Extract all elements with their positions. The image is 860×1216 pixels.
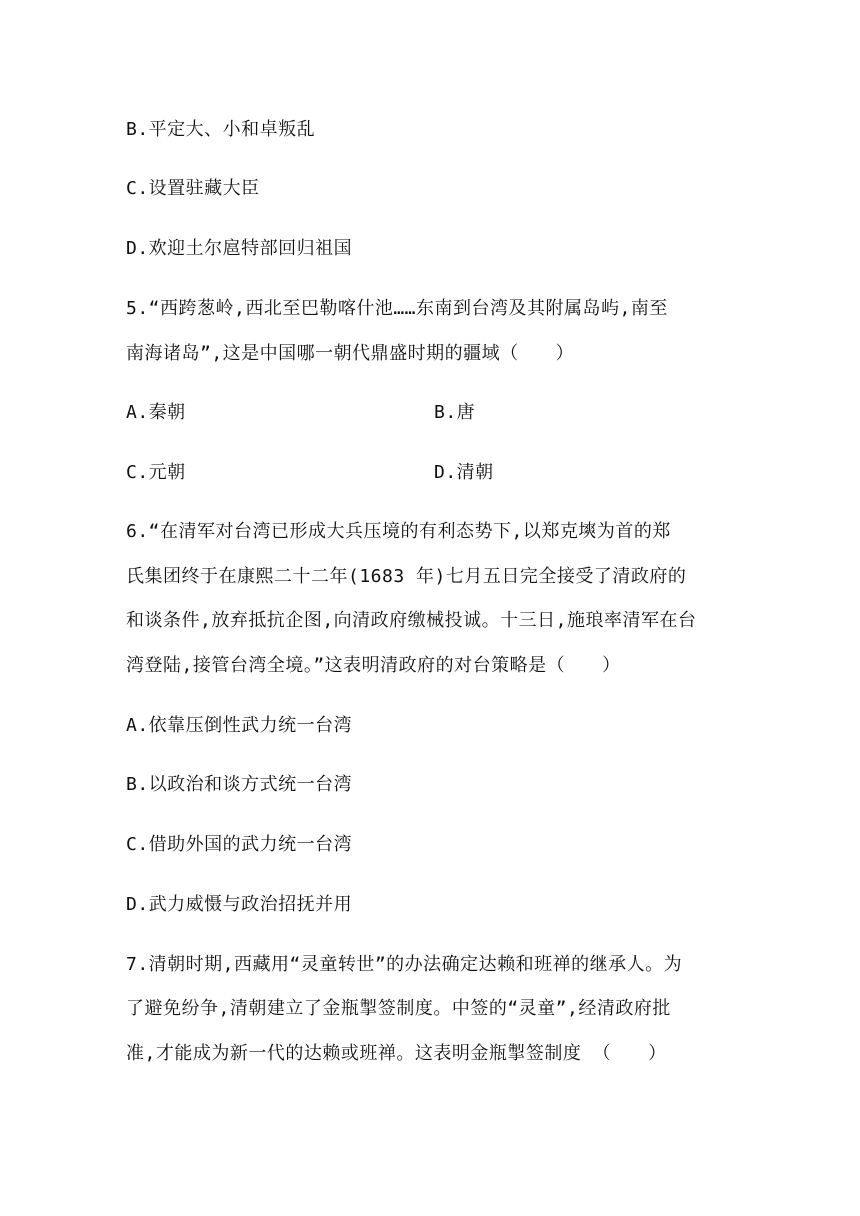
q6-option-d: D.武力威慑与政治招抚并用 xyxy=(126,894,353,915)
q6-option-a: A.依靠压倒性武力统一台湾 xyxy=(126,715,353,736)
q5-option-c: C.元朝 xyxy=(126,462,186,483)
q5-option-b: B.唐 xyxy=(434,402,476,423)
q6-option-b: B.以政治和谈方式统一台湾 xyxy=(126,774,353,795)
q6-stem-line-2: 氏集团终于在康熙二十二年(1683 年)七月五日完全接受了清政府的 xyxy=(126,566,687,587)
q7-stem-line-2: 了避免纷争,清朝建立了金瓶掣签制度。中签的“灵童”,经清政府批 xyxy=(126,998,671,1019)
q7-stem-line-3: 准,才能成为新一代的达赖或班禅。这表明金瓶掣签制度 （ ） xyxy=(126,1043,667,1064)
q6-stem-line-4: 湾登陆,接管台湾全境。”这表明清政府的对台策略是（ ） xyxy=(126,655,621,676)
q4-option-d: D.欢迎土尔扈特部回归祖国 xyxy=(126,238,353,259)
q6-stem-line-3: 和谈条件,放弃抵抗企图,向清政府缴械投诚。十三日,施琅率清军在台 xyxy=(126,610,697,631)
q5-option-d: D.清朝 xyxy=(434,462,494,483)
q5-stem-line-2: 南海诸岛”,这是中国哪一朝代鼎盛时期的疆域（ ） xyxy=(126,343,575,364)
q6-stem-line-1: 6.“在清军对台湾已形成大兵压境的有利态势下,以郑克塽为首的郑 xyxy=(126,521,671,542)
q5-option-a: A.秦朝 xyxy=(126,402,186,423)
q4-option-b: B.平定大、小和卓叛乱 xyxy=(126,119,316,140)
q4-option-c: C.设置驻藏大臣 xyxy=(126,178,260,199)
q7-stem-line-1: 7.清朝时期,西藏用“灵童转世”的办法确定达赖和班禅的继承人。为 xyxy=(126,954,683,975)
q5-stem-line-1: 5.“西跨葱岭,西北至巴勒喀什池……东南到台湾及其附属岛屿,南至 xyxy=(126,298,668,319)
q6-option-c: C.借助外国的武力统一台湾 xyxy=(126,834,353,855)
